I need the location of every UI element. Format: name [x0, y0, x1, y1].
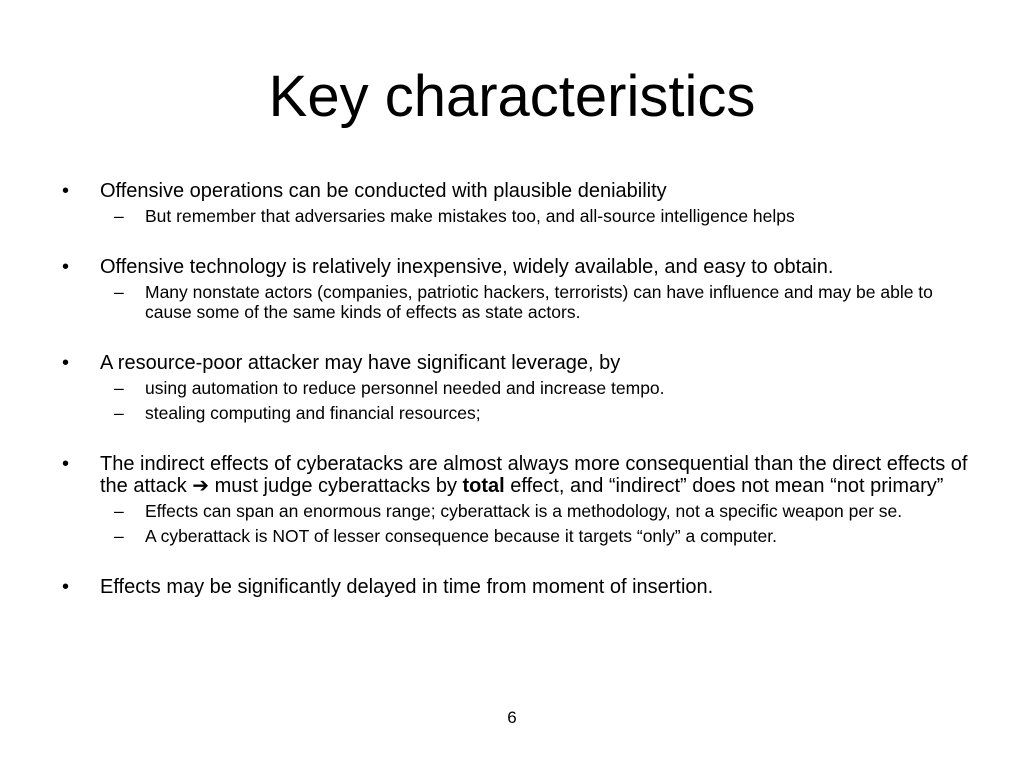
- sub-point-text: A cyberattack is NOT of lesser consequence because it targets “only” a computer.: [145, 526, 777, 546]
- bullet-text: Effects may be significantly delayed in time from moment of insertion.: [100, 576, 714, 598]
- dash-icon: –: [114, 282, 124, 302]
- right-arrow-icon: ➔: [192, 475, 210, 497]
- sub-point-text: stealing computing and financial resources;: [145, 403, 481, 423]
- sub-list: [60, 378, 970, 423]
- sub-point-text: Many nonstate actors (companies, patriotic hackers, terrorists) can have influence and may be able to cause some of the same kinds of effects as state actors.: [145, 282, 933, 322]
- sub-point: [60, 501, 970, 521]
- bullet-text: Offensive technology is relatively inexpensive, widely available, and easy to obtain.: [100, 256, 834, 278]
- sub-point-text: Effects can span an enormous range; cyberattack is a methodology, not a specific weapon per se.: [145, 501, 903, 521]
- bullet-text: Offensive operations can be conducted with plausible deniability: [100, 180, 667, 202]
- sub-list: [60, 206, 970, 226]
- sub-point-text: But remember that adversaries make mistakes too, and all-source intelligence helps: [145, 206, 795, 226]
- sub-point: [60, 378, 970, 398]
- bullet-dot-icon: •: [62, 256, 70, 278]
- sub-point: [60, 206, 970, 226]
- sub-point: [60, 403, 970, 423]
- slide-content: [60, 180, 970, 628]
- bullet-point-4: [60, 453, 970, 546]
- page-number: 6: [507, 708, 517, 727]
- dash-icon: –: [114, 378, 124, 398]
- bullet-point-1: [60, 180, 970, 226]
- sub-point: [60, 526, 970, 546]
- bullet-text: A resource-poor attacker may have significant leverage, by: [100, 352, 621, 374]
- dash-icon: –: [114, 501, 124, 521]
- bullet-text-before-arrow: The indirect effects of cyberatacks are almost always more consequential than the direct effects of the attack: [100, 453, 968, 497]
- bullet-dot-icon: •: [62, 453, 70, 475]
- sub-list: [60, 501, 970, 546]
- bullet-dot-icon: •: [62, 352, 70, 374]
- slide-title: Key characteristics: [268, 64, 756, 129]
- bullet-point-2: [60, 256, 970, 322]
- dash-icon: –: [114, 403, 124, 423]
- bullet-point-5: [60, 576, 970, 598]
- sub-list: [60, 282, 970, 322]
- bullet-point-3: [60, 352, 970, 423]
- bullet-dot-icon: •: [62, 576, 70, 598]
- bullet-text-after-arrow: must judge cyberattacks by: [214, 475, 457, 497]
- dash-icon: –: [114, 526, 124, 546]
- dash-icon: –: [114, 206, 124, 226]
- bullet-text-end: effect, and “indirect” does not mean “not primary”: [510, 475, 944, 497]
- sub-point-text: using automation to reduce personnel needed and increase tempo.: [145, 378, 665, 398]
- bullet-dot-icon: •: [62, 180, 70, 202]
- bold-emphasis: total: [462, 475, 505, 497]
- sub-point: [60, 282, 970, 322]
